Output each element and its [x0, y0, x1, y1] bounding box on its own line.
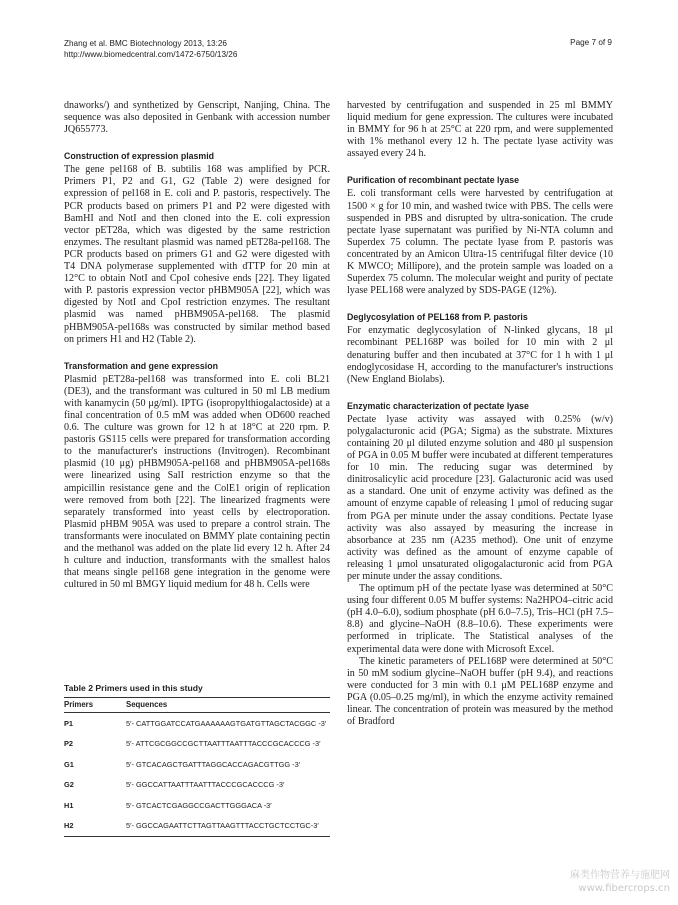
column-header: Primers: [64, 698, 126, 713]
article-url[interactable]: http://www.biomedcentral.com/1472-6750/13/26: [64, 50, 238, 59]
paragraph: The kinetic parameters of PEL168P were determined at 50°C in 50 mM sodium glycine–NaOH buffer (pH 9.4), and reactions were conducted for 3 min with 0.1 μM PEL168P enzyme and PGA (0.05–0.25 mg/ml), in which the enzyme activity remained linear. The concentration of protein was measured by the method of Bradford: [347, 655, 613, 728]
primer-name: G1: [64, 759, 74, 769]
paragraph: Plasmid pET28a-pel168 was transformed into E. coli BL21 (DE3), and the transformant was cultured in 50 ml LB medium with kanamycin (50 μg/ml). IPTG (isopropylthiogalactoside) at a final concentration of 0.5 mM was added when OD600 reached 0.6. The culture was grown for 12 h at 18°C at 220 rpm. P. pastoris GS115 cells were prepared for transformation according to the manufacturer's instructions (Invitrogen). Recombinant plasmid (10 μg) pHBM905A-pel168 and pHBM905A-pel168s were linearized using SalI restriction enzyme so that the ampicillin resistance gene and the ColE1 origin of replication were removed from both [22]. The linearized fragments were separately transformed into yeast cells by electroporation. Plasmid pHBM 905A was used to prepare a control strain. The transformants were inoculated on BMMY plate containing pectin and the methanol was added on the plate lid every 12 h. After 24 h culture and induction, transformants with the smallest halos that means single pel168 gene integration in the genome were cultured in 50 ml BMGY liquid medium for 48 h. Cells were: [64, 373, 330, 591]
left-column: [64, 100, 330, 591]
primer-sequence: 5′- GGCCATTAATTTAATTTACCCGCACCCG -3′: [126, 780, 285, 790]
paragraph: The gene pel168 of B. subtilis 168 was amplified by PCR. Primers P1, P2 and G1, G2 (Table 2) were designed for expression of pel168 in E. coli and P. pastoris, respectively. The PCR products based on primers P1 and P2 were digested with BamHI and NotI and then cloned into the E. coli expression vector pET28a, which was digested by the same restriction enzymes. The resultant plasmid was named pET28a-pel168. The PCR products based on primers G1 and G2 were digested with T4 DNA polymerase supplemented with dTTP for 20 min at 12°C to obtain NotI and CpoI cohesive ends [22]. They ligated with P. pastoris expression vector pHBM905A [22], which was digested by NotI and CpoI restriction enzymes. The resultant plasmid was named pHBM905A-pel168. The plasmid pHBM905A-pel168s was constructed by similar method based on primers H1 and H2 (Table 2).: [64, 164, 330, 345]
watermark-line: www.fibercrops.cn: [578, 883, 670, 894]
section-heading: Transformation and gene expression: [64, 360, 218, 371]
citation: Zhang et al. BMC Biotechnology 2013, 13:26: [64, 39, 227, 48]
table-row: [64, 713, 330, 734]
primer-sequence: 5′- GTCACAGCTGATTTAGGCACCAGACGTTGG -3′: [126, 759, 301, 769]
primers-table: [64, 683, 330, 837]
section-heading: Purification of recombinant pectate lyase: [347, 175, 520, 186]
primer-name: H2: [64, 816, 126, 837]
section-heading: Enzymatic characterization of pectate lyase: [347, 400, 529, 411]
primer-sequence: 5′- ATTCGCGGCCGCTTAATTTAATTTACCCGCACCCG -3′: [126, 739, 321, 749]
table-row: [64, 775, 330, 796]
right-column: [347, 100, 613, 728]
page-number: Page 7 of 9: [570, 38, 612, 47]
primer-sequence: 5′- GGCCAGAATTCTTAGTTAAGTTTACCTGCTCCTGC-3′: [126, 816, 330, 837]
primer-name: P2: [64, 739, 74, 749]
section-heading: Construction of expression plasmid: [64, 151, 215, 162]
paragraph: Pectate lyase activity was assayed with 0.25% (w/v) polygalacturonic acid (PGA; Sigma) as the substrate. Mixtures containing 20 μl diluted enzyme solution and 480 μl suspension of PGA in 0.05 M buffer were incubated at different temperatures for 10 min. The reducing sugar was determined by dinitrosalicylic acid procedure [23]. Galacturonic acid was used as a standard. One unit of enzyme activity was defined as the amount of enzyme capable of releasing 1 μmol of reducing sugar from PGA per minute under the assay conditions. Pectate lyase activity was also assayed by measuring the increase in absorbance at 235 nm (A235 method). One unit of enzyme activity was defined as the amount of enzyme capable of releasing 1 μmol unsaturated oligogalacturonic acid from PGA per minute under the assay conditions.: [347, 413, 613, 582]
table-row: [64, 816, 330, 837]
primer-sequence: 5′- GTCACTCGAGGCCGACTTGGGACA -3′: [126, 800, 272, 810]
paragraph: harvested by centrifugation and suspended in 25 ml BMMY liquid medium for gene expression. The cultures were incubated in BMMY for 96 h at 25°C at 220 rpm, and were supplemented with 1% methanol every 12 h. The pectate lyase activity was assayed every 24 h.: [347, 100, 613, 160]
paragraph: For enzymatic deglycosylation of N-linked glycans, 18 μl recombinant PEL168P was boiled for 10 min with 2 μl denaturing buffer and then incubated at 37°C for 1 h with 1 μl endoglycosidase H, according to the manufacturer's instructions (New England Biolabs).: [347, 325, 613, 385]
table-row: [64, 734, 330, 755]
primer-sequence: 5′- CATTGGATCCATGAAAAAAGTGATGTTAGCTACGGC -3′: [126, 718, 327, 728]
paragraph: dnaworks/) and synthetized by Genscript, Nanjing, China. The sequence was also deposited in Genbank with accession number JQ655773.: [64, 100, 330, 136]
paragraph: E. coli transformant cells were harvested by centrifugation at 1500 × g for 10 min, and washed twice with PBS. The cells were suspended in PBS and disrupted by ultra-sonication. The crude pectate lyase supernatant was purified by Ni-NTA column and Superdex 75 column. The pectate lyase from P. pastoris was concentrated by an Amicon Ultra-15 centrifugal filter device (10 K MWCO; Millipore), and the protein sample was loaded on a Superdex 75 column. The molecular weight and purity of pectate lyase PEL168 were analyzed by SDS-PAGE (12%).: [347, 188, 613, 297]
running-header: [64, 38, 237, 60]
watermark-line: 麻类作物营养与施肥网: [570, 870, 670, 881]
watermark: [570, 869, 670, 895]
primer-name: H1: [64, 800, 74, 810]
primer-name: P1: [64, 718, 74, 728]
table-title: Table 2 Primers used in this study: [64, 683, 203, 693]
table-row: [64, 795, 330, 816]
column-header: Sequences: [126, 698, 330, 713]
table-row: [64, 754, 330, 775]
paragraph: The optimum pH of the pectate lyase was determined at 50°C using four different 0.05 M buffer systems: Na2HPO4–citric acid (pH 4.0–6.0), sodium phosphate (pH 6.0–7.5), Tris–HCl (pH 7.5–8.8) and glycine–NaOH (8.8–10.6). These experiments were performed in triplicate. The Statistical analyses of the experimental data were done with Microsoft Excel.: [347, 583, 613, 655]
primer-name: G2: [64, 780, 74, 790]
section-heading: Deglycosylation of PEL168 from P. pastoris: [347, 312, 528, 323]
